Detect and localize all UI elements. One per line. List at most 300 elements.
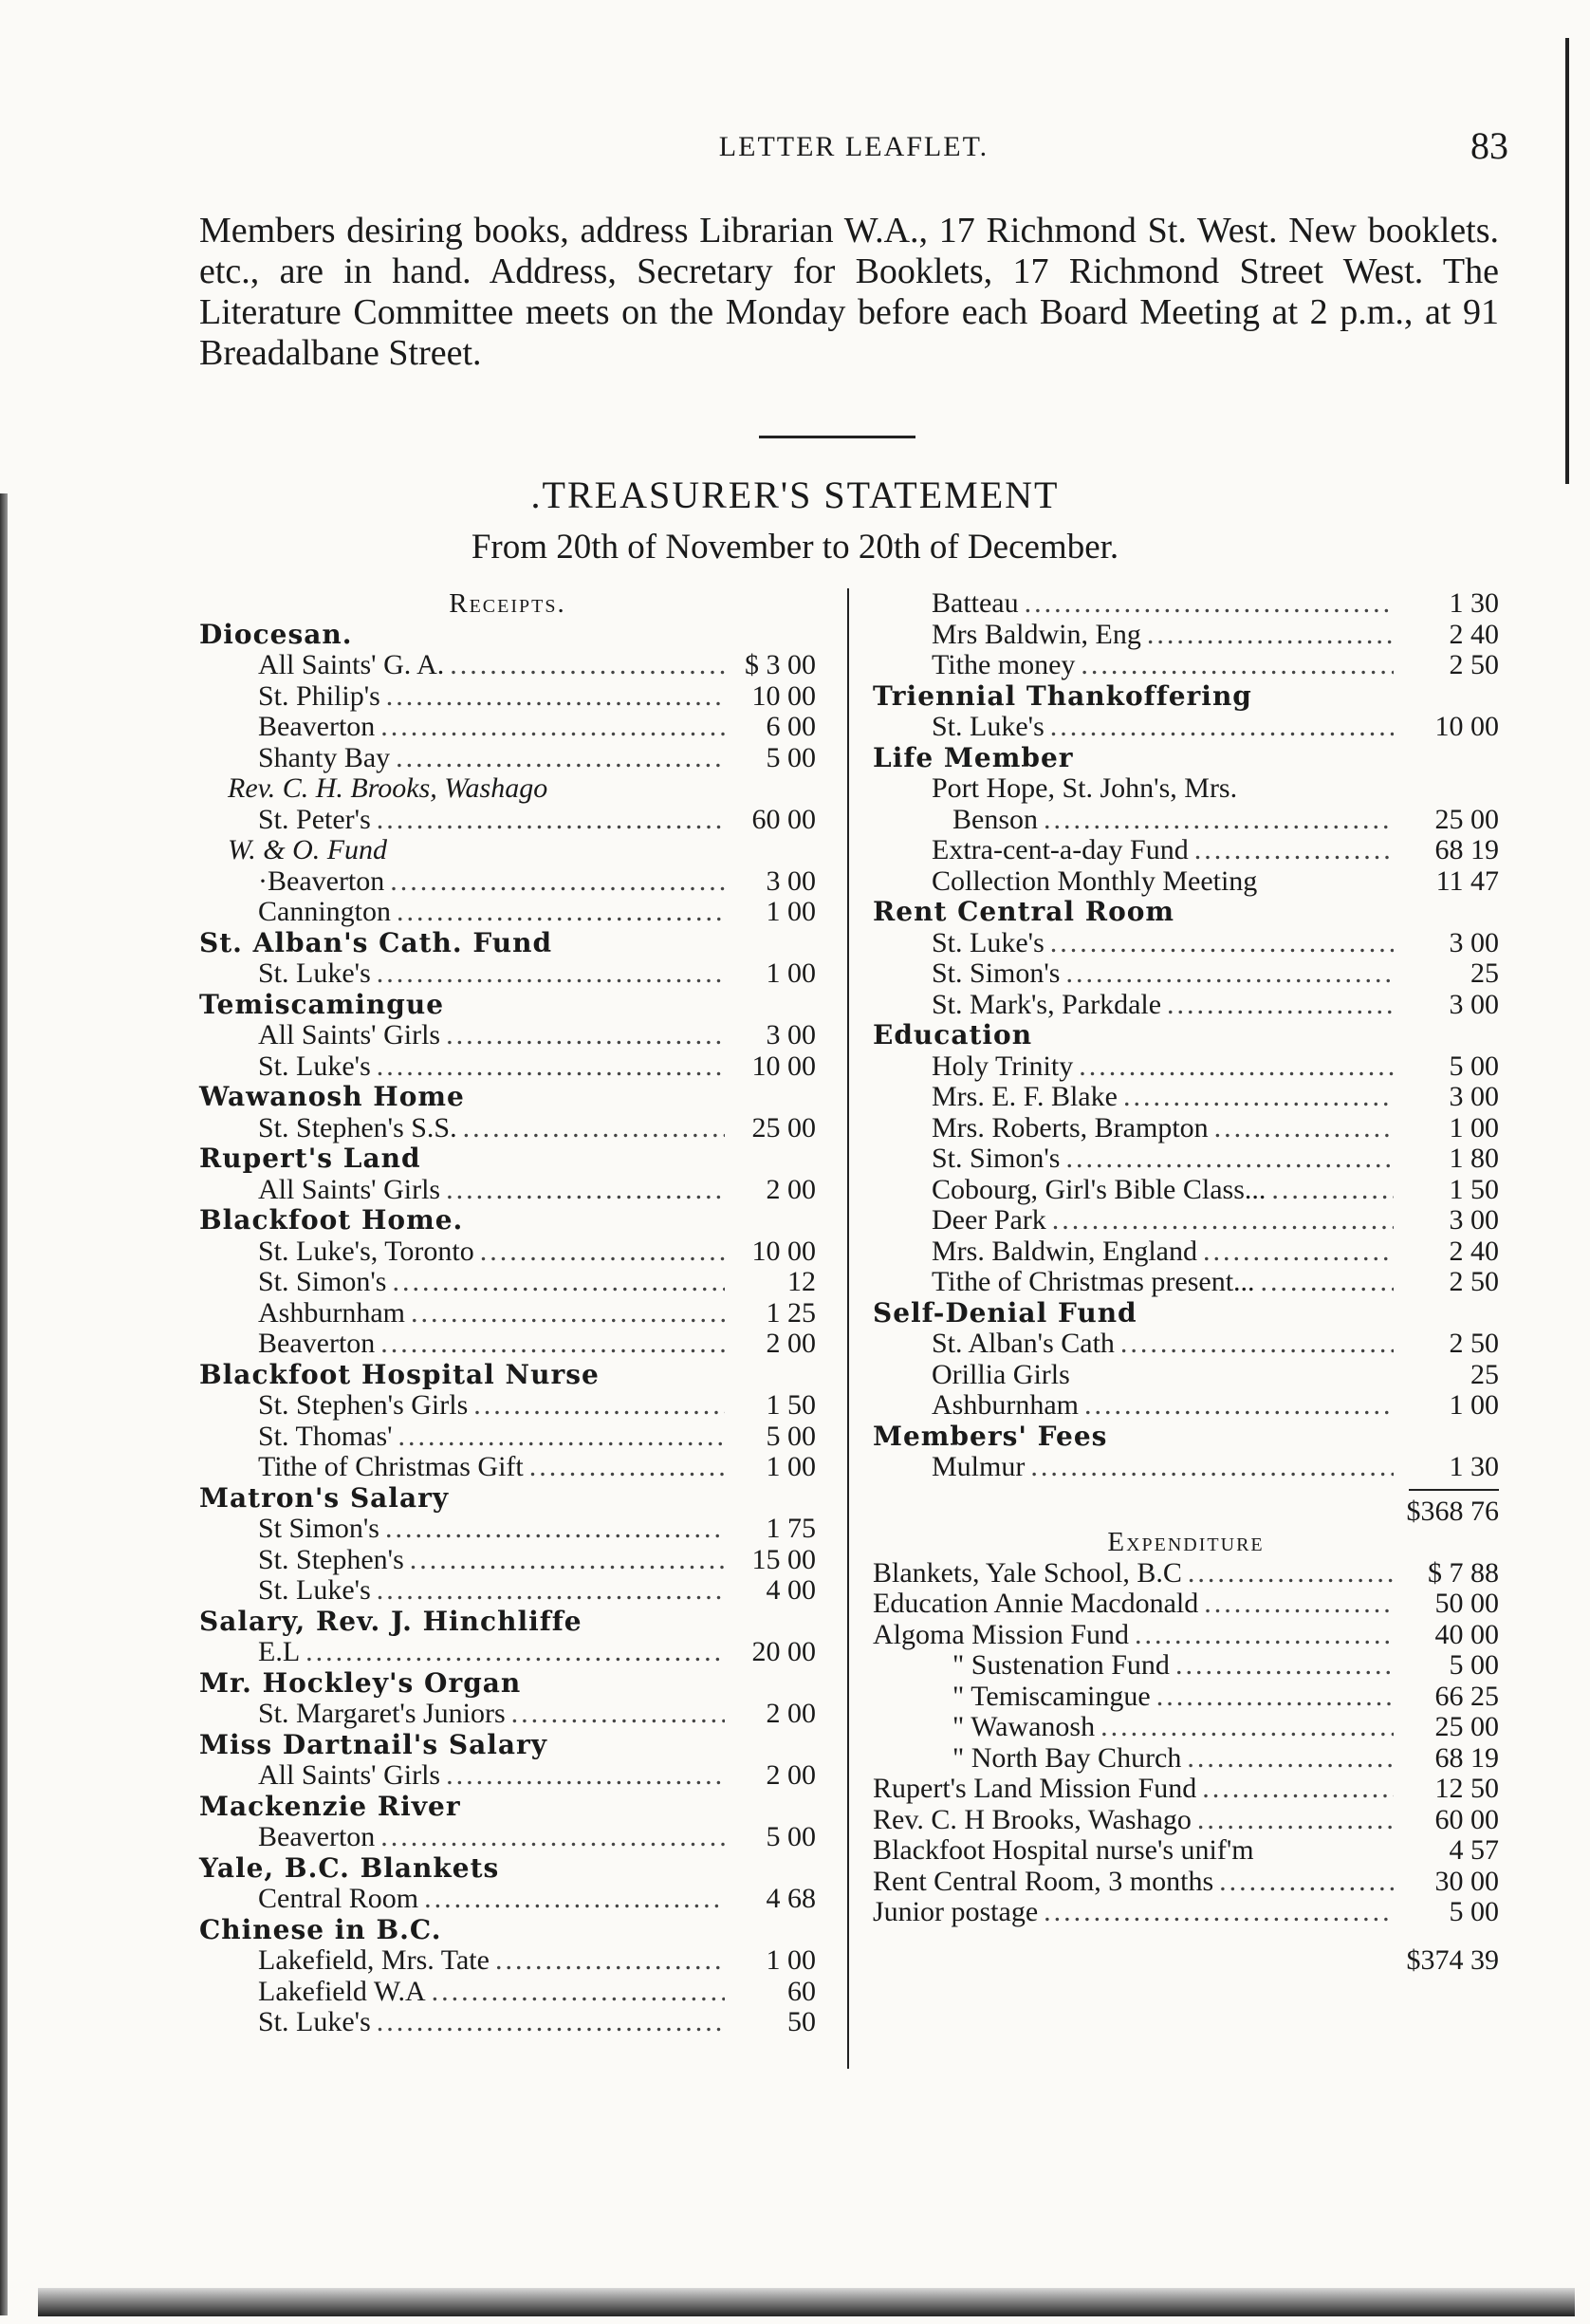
leader-dots bbox=[473, 1390, 725, 1422]
ledger-amount: 3 00 bbox=[1449, 988, 1499, 1020]
ledger-amount: 1 00 bbox=[766, 896, 816, 927]
ledger-row bbox=[873, 1805, 1499, 1836]
ledger-row bbox=[873, 1051, 1499, 1083]
section-label: Life Member bbox=[873, 741, 1074, 773]
column-heading-label: Expenditure bbox=[1107, 1527, 1265, 1557]
section-label: Education bbox=[873, 1019, 1033, 1050]
ledger-amount: 66 25 bbox=[1434, 1680, 1499, 1712]
leader-dots bbox=[446, 1175, 725, 1206]
section-label: St. Alban's Cath. Fund bbox=[199, 926, 553, 958]
ledger-label: Mrs. Baldwin, England bbox=[932, 1235, 1197, 1267]
leader-dots bbox=[1025, 588, 1394, 620]
section-label: Members' Fees bbox=[873, 1420, 1108, 1452]
spacer bbox=[873, 1928, 1499, 1945]
section-heading bbox=[199, 1607, 816, 1638]
section-label: Miss Dartnail's Salary bbox=[199, 1728, 548, 1760]
leader-dots bbox=[377, 958, 725, 990]
leader-dots bbox=[1203, 1236, 1394, 1268]
ledger-row bbox=[199, 1514, 816, 1545]
ledger-label: Beaverton bbox=[258, 1328, 376, 1359]
ledger-label: Tithe of Christmas present... bbox=[932, 1266, 1255, 1297]
ledger-amount: 1 00 bbox=[766, 957, 816, 989]
ledger-row bbox=[199, 1977, 816, 2008]
ledger-row bbox=[199, 1390, 816, 1422]
ledger-amount: 60 00 bbox=[751, 803, 816, 835]
ledger-row bbox=[199, 1545, 816, 1576]
leader-dots bbox=[390, 866, 725, 898]
ledger-label: Mrs. E. F. Blake bbox=[932, 1081, 1118, 1112]
leader-dots bbox=[397, 897, 725, 928]
ledger-label: Collection Monthly Meeting bbox=[932, 865, 1258, 897]
section-heading bbox=[199, 1853, 816, 1885]
ledger-label: Blankets, Yale School, B.C bbox=[873, 1556, 1182, 1589]
ledger-amount: 5 00 bbox=[766, 741, 816, 773]
ledger-row bbox=[199, 681, 816, 713]
leader-dots bbox=[1197, 1805, 1394, 1836]
column-heading bbox=[873, 1527, 1499, 1558]
ledger-label: Lakefield W.A bbox=[258, 1975, 426, 2007]
ledger-amount: $ 3 00 bbox=[745, 649, 816, 680]
ledger-row bbox=[873, 1082, 1499, 1113]
leader-dots bbox=[529, 1452, 725, 1483]
ledger-amount: 25 bbox=[1470, 1358, 1499, 1390]
ledger-label: Rent Central Room, 3 months bbox=[873, 1865, 1214, 1897]
leader-dots bbox=[1188, 1558, 1394, 1590]
ledger-amount: 4 00 bbox=[766, 1574, 816, 1606]
section-label: Yale, B.C. Blankets bbox=[199, 1851, 500, 1884]
ledger-amount: 2 00 bbox=[766, 1759, 816, 1791]
leader-dots bbox=[1261, 1267, 1394, 1298]
ledger-row bbox=[199, 1051, 816, 1083]
section-label: Diocesan. bbox=[199, 618, 353, 650]
total-amount: $374 39 bbox=[1406, 1943, 1499, 1976]
leader-dots bbox=[392, 1267, 725, 1298]
section-label: Salary, Rev. J. Hinchliffe bbox=[199, 1605, 582, 1637]
ledger-amount: 1 50 bbox=[766, 1389, 816, 1421]
leader-dots bbox=[446, 1020, 725, 1051]
page-header bbox=[199, 124, 1508, 178]
section-heading bbox=[199, 1792, 816, 1823]
ledger-row bbox=[873, 958, 1499, 990]
section-label: Mackenzie River bbox=[199, 1790, 461, 1822]
ledger-amount: 10 00 bbox=[1434, 711, 1499, 742]
ledger-row bbox=[199, 1637, 816, 1668]
leader-dots bbox=[377, 2007, 725, 2038]
ledger-row bbox=[199, 1822, 816, 1853]
ledger-row bbox=[199, 1884, 816, 1915]
section-label: Temiscamingue bbox=[199, 988, 445, 1020]
leader-dots bbox=[396, 743, 725, 774]
page-edge-left bbox=[0, 493, 8, 2315]
ledger-row bbox=[873, 1143, 1499, 1175]
ledger-amount: 2 40 bbox=[1449, 1235, 1499, 1267]
ledger-label: All Saints' Girls bbox=[258, 1759, 441, 1791]
ledger-row bbox=[873, 1682, 1499, 1713]
ledger-amount: 60 00 bbox=[1434, 1803, 1499, 1835]
leader-dots bbox=[1219, 1867, 1394, 1898]
section-heading bbox=[873, 1422, 1499, 1453]
ledger-row bbox=[873, 1205, 1499, 1236]
ledger-amount: 1 00 bbox=[1449, 1111, 1499, 1143]
ledger-label: W. & O. Fund bbox=[228, 834, 388, 865]
leader-dots bbox=[380, 712, 725, 743]
ledger-row bbox=[199, 773, 816, 805]
leader-dots bbox=[398, 1422, 725, 1453]
ledger-label: Tithe of Christmas Gift bbox=[258, 1451, 524, 1482]
ledger-label: All Saints' Girls bbox=[258, 1173, 441, 1205]
page-edge-bottom bbox=[38, 2288, 1575, 2316]
leader-dots bbox=[1065, 958, 1394, 990]
ledger-label: St. Alban's Cath bbox=[932, 1328, 1115, 1359]
ledger-amount: 25 00 bbox=[1434, 803, 1499, 835]
ledger-amount: 40 00 bbox=[1434, 1618, 1499, 1650]
ledger-amount: 68 19 bbox=[1434, 1741, 1499, 1774]
ledger-row bbox=[199, 1113, 816, 1144]
total-rule bbox=[1409, 1489, 1499, 1491]
ledger-amount: 1 50 bbox=[1449, 1173, 1499, 1205]
section-heading bbox=[199, 1143, 816, 1175]
section-label: Triennial Thankoffering bbox=[873, 679, 1252, 712]
ledger-row bbox=[873, 805, 1499, 836]
ledger-amount: 30 00 bbox=[1434, 1865, 1499, 1897]
section-label: Matron's Salary bbox=[199, 1481, 450, 1514]
leader-dots bbox=[1081, 650, 1394, 681]
leader-dots bbox=[377, 805, 725, 836]
ledger-label: St. Luke's bbox=[932, 711, 1045, 742]
ledger-row bbox=[873, 620, 1499, 651]
section-heading bbox=[199, 1082, 816, 1113]
section-divider bbox=[759, 436, 915, 438]
ledger-label: St. Luke's bbox=[258, 957, 371, 989]
ledger-amount: 10 00 bbox=[751, 1235, 816, 1267]
ledger-amount: 2 00 bbox=[766, 1328, 816, 1359]
leader-dots bbox=[1065, 1143, 1394, 1175]
ledger-amount: 5 00 bbox=[1449, 1050, 1499, 1082]
leader-dots bbox=[1156, 1682, 1394, 1713]
ledger-label: St. Philip's bbox=[258, 679, 380, 712]
section-label: Mr. Hockley's Organ bbox=[199, 1666, 522, 1699]
ledger-row bbox=[873, 1390, 1499, 1422]
leader-dots bbox=[1123, 1082, 1394, 1113]
ledger-amount: 12 50 bbox=[1434, 1773, 1499, 1804]
ledger-label: St. Peter's bbox=[258, 803, 371, 835]
ledger-row bbox=[873, 990, 1499, 1021]
page-number: 83 bbox=[1470, 124, 1508, 167]
section-label: Rupert's Land bbox=[199, 1143, 421, 1174]
ledger-row bbox=[873, 1835, 1499, 1867]
section-heading bbox=[199, 928, 816, 959]
ledger-row bbox=[199, 1020, 816, 1051]
ledger-label: Mrs Baldwin, Eng bbox=[932, 618, 1141, 650]
ledger-row bbox=[873, 1589, 1499, 1620]
leader-dots bbox=[480, 1236, 725, 1268]
ledger-label: St. Mark's, Parkdale bbox=[932, 988, 1162, 1020]
ledger-label: Rev. C. H Brooks, Washago bbox=[873, 1803, 1192, 1835]
ledger-row bbox=[199, 1699, 816, 1730]
page-edge-right bbox=[1565, 38, 1569, 484]
ledger-label: E.L bbox=[258, 1636, 301, 1667]
ledger-row bbox=[873, 1236, 1499, 1268]
ledger-row bbox=[873, 1558, 1499, 1590]
ledger-row bbox=[873, 1897, 1499, 1928]
leader-dots bbox=[305, 1637, 725, 1668]
total-amount: $368 76 bbox=[1406, 1495, 1499, 1527]
leader-dots bbox=[377, 1051, 725, 1083]
leader-dots bbox=[450, 650, 725, 681]
ledger-label: " Sustenation Fund bbox=[952, 1649, 1170, 1681]
ledger-amount: 60 bbox=[787, 1975, 816, 2007]
leader-dots bbox=[1187, 1743, 1394, 1775]
ledger-label: St Simon's bbox=[258, 1513, 379, 1544]
ledger-label: Algoma Mission Fund bbox=[873, 1618, 1130, 1650]
ledger-row bbox=[199, 897, 816, 928]
section-label: Self-Denial Fund bbox=[873, 1296, 1137, 1329]
ledger-row bbox=[199, 2007, 816, 2038]
ledger-amount: 1 75 bbox=[766, 1513, 816, 1544]
section-heading bbox=[199, 1205, 816, 1236]
ledger-amount: 2 50 bbox=[1449, 1328, 1499, 1359]
ledger-amount: $ 7 88 bbox=[1428, 1556, 1499, 1589]
leader-dots bbox=[1084, 1390, 1394, 1422]
receipts-column-right bbox=[873, 588, 1499, 1976]
leader-dots bbox=[1194, 835, 1394, 866]
column-heading-label: Receipts. bbox=[449, 588, 566, 619]
section-label: Rent Central Room bbox=[873, 896, 1175, 927]
section-label: Blackfoot Hospital Nurse bbox=[199, 1358, 600, 1390]
ledger-label: St. Simon's bbox=[258, 1266, 387, 1297]
ledger-amount: 12 bbox=[787, 1266, 816, 1297]
ledger-label: Blackfoot Hospital nurse's unif'm bbox=[873, 1834, 1254, 1866]
ledger-label: Rupert's Land Mission Fund bbox=[873, 1773, 1197, 1804]
ledger-amount: 1 80 bbox=[1449, 1143, 1499, 1174]
ledger-label: Orillia Girls bbox=[932, 1358, 1070, 1390]
ledger-row bbox=[873, 588, 1499, 620]
ledger-row bbox=[873, 1113, 1499, 1144]
leader-dots bbox=[446, 1760, 725, 1792]
ledger-amount: 3 00 bbox=[766, 1019, 816, 1050]
ledger-row bbox=[873, 712, 1499, 743]
ledger-amount: 2 40 bbox=[1449, 618, 1499, 650]
ledger-label: Mulmur bbox=[932, 1451, 1026, 1482]
ledger-label: Deer Park bbox=[932, 1204, 1046, 1236]
ledger-label: St. Thomas' bbox=[258, 1420, 393, 1452]
ledger-row bbox=[873, 1175, 1499, 1206]
ledger-label: " Temiscamingue bbox=[952, 1680, 1151, 1712]
section-heading bbox=[873, 1020, 1499, 1051]
section-label: Wawanosh Home bbox=[199, 1081, 465, 1112]
ledger-label: St. Luke's, Toronto bbox=[258, 1235, 474, 1267]
ledger-row bbox=[199, 1298, 816, 1329]
ledger-row bbox=[873, 1650, 1499, 1682]
ledger-label: Rev. C. H. Brooks, Washago bbox=[228, 772, 548, 804]
ledger-row bbox=[873, 1329, 1499, 1360]
ledger-row bbox=[199, 1267, 816, 1298]
ledger-row bbox=[199, 1236, 816, 1268]
ledger-amount: 3 00 bbox=[1449, 926, 1499, 958]
leader-dots bbox=[1030, 1452, 1394, 1483]
ledger-amount: 1 30 bbox=[1449, 587, 1499, 619]
ledger-label: Beaverton bbox=[258, 711, 376, 742]
ledger-row bbox=[199, 1575, 816, 1607]
ledger-label: St. Luke's bbox=[258, 1574, 371, 1606]
ledger-amount: 5 00 bbox=[1449, 1649, 1499, 1681]
leader-dots bbox=[432, 1977, 725, 2008]
ledger-label: Ashburnham bbox=[932, 1389, 1079, 1421]
ledger-amount: 1 00 bbox=[766, 1944, 816, 1976]
ledger-label: St. Stephen's bbox=[258, 1543, 404, 1575]
ledger-row bbox=[199, 712, 816, 743]
ledger-label: St. Luke's bbox=[258, 2006, 371, 2037]
ledger-amount: 2 00 bbox=[766, 1698, 816, 1729]
leader-dots bbox=[1120, 1329, 1394, 1360]
ledger-label: Cannington bbox=[258, 896, 391, 927]
leader-dots bbox=[1079, 1051, 1394, 1083]
ledger-row bbox=[199, 958, 816, 990]
ledger-amount: 1 00 bbox=[1449, 1389, 1499, 1421]
ledger-amount: 1 30 bbox=[1449, 1451, 1499, 1482]
ledger-label: Port Hope, St. John's, Mrs. bbox=[932, 772, 1238, 804]
ledger-label: Education Annie Macdonald bbox=[873, 1588, 1199, 1619]
leader-dots bbox=[1214, 1113, 1394, 1144]
ledger-row bbox=[873, 835, 1499, 866]
leader-dots bbox=[386, 681, 725, 713]
ledger-label: St. Luke's bbox=[258, 1050, 371, 1082]
ledger-label: Central Room bbox=[258, 1883, 419, 1914]
ledger-amount: 3 00 bbox=[1449, 1081, 1499, 1112]
ledger-amount: 3 00 bbox=[1449, 1204, 1499, 1236]
ledger-amount: 25 00 bbox=[1434, 1711, 1499, 1742]
leader-dots bbox=[1167, 990, 1394, 1021]
ledger-row bbox=[873, 1743, 1499, 1775]
receipts-column-left bbox=[199, 588, 816, 2038]
total-row bbox=[873, 1497, 1499, 1528]
ledger-label: Benson bbox=[952, 803, 1038, 835]
ledger-label: St. Stephen's S.S. bbox=[258, 1111, 457, 1143]
leader-dots bbox=[1050, 712, 1394, 743]
leader-dots bbox=[380, 1822, 725, 1853]
intro-paragraph: Members desiring books, address Librarian W.A., 17 Richmond St. West. New booklets. etc., are in hand. Address, Secretary for Booklets, 17 Richmond Street West. The Literature Committee meets on the Monday before each Board Meeting at 2 p.m., at 91 Breadalbane Street. bbox=[199, 211, 1499, 373]
leader-dots bbox=[1050, 928, 1394, 959]
leader-dots bbox=[463, 1113, 725, 1144]
ledger-label: Ashburnham bbox=[258, 1296, 405, 1329]
ledger-label: St. Simon's bbox=[932, 1143, 1061, 1174]
ledger-label: " North Bay Church bbox=[952, 1741, 1182, 1774]
ledger-amount: 3 00 bbox=[766, 865, 816, 897]
ledger-row bbox=[199, 743, 816, 774]
leader-dots bbox=[1044, 805, 1394, 836]
section-heading bbox=[199, 1483, 816, 1515]
leader-dots bbox=[380, 1329, 725, 1360]
leader-dots bbox=[1100, 1712, 1394, 1743]
ledger-row bbox=[199, 835, 816, 866]
column-heading bbox=[199, 588, 816, 620]
ledger-amount: 50 00 bbox=[1434, 1588, 1499, 1619]
leader-dots bbox=[1135, 1620, 1394, 1651]
leader-dots bbox=[410, 1545, 725, 1576]
ledger-label: Junior postage bbox=[873, 1896, 1039, 1927]
leader-dots bbox=[424, 1884, 725, 1915]
ledger-row bbox=[199, 1945, 816, 1977]
total-row bbox=[873, 1945, 1499, 1977]
ledger-amount: 2 50 bbox=[1449, 649, 1499, 680]
leader-dots bbox=[411, 1298, 725, 1329]
ledger-amount: 11 47 bbox=[1435, 865, 1499, 897]
ledger-label: Holy Trinity bbox=[932, 1050, 1074, 1082]
leader-dots bbox=[1271, 1175, 1394, 1206]
ledger-label: All Saints' Girls bbox=[258, 1019, 441, 1050]
ledger-row bbox=[873, 1452, 1499, 1483]
ledger-label: " Wawanosh bbox=[952, 1711, 1096, 1742]
ledger-amount: 6 00 bbox=[766, 711, 816, 742]
ledger-row bbox=[199, 1329, 816, 1360]
section-heading bbox=[873, 897, 1499, 928]
section-heading bbox=[199, 1915, 816, 1946]
leader-dots bbox=[511, 1699, 725, 1730]
section-label: Chinese in B.C. bbox=[199, 1913, 442, 1945]
ledger-amount: 2 00 bbox=[766, 1173, 816, 1205]
leader-dots bbox=[1044, 1897, 1394, 1928]
ledger-row bbox=[199, 1452, 816, 1483]
ledger-label: Lakefield, Mrs. Tate bbox=[258, 1944, 490, 1976]
ledger-amount: 4 57 bbox=[1449, 1834, 1499, 1866]
ledger-label: St. Simon's bbox=[932, 957, 1061, 989]
ledger-row bbox=[873, 928, 1499, 959]
ledger-label: Extra-cent-a-day Fund bbox=[932, 834, 1189, 865]
ledger-label: Cobourg, Girl's Bible Class... bbox=[932, 1173, 1266, 1205]
ledger-label: All Saints' G. A. bbox=[258, 649, 445, 680]
ledger-row bbox=[873, 1360, 1499, 1391]
ledger-label: St. Stephen's Girls bbox=[258, 1389, 469, 1421]
ledger-amount: 10 00 bbox=[751, 679, 816, 712]
ledger-row bbox=[873, 1712, 1499, 1743]
ledger-amount: 1 00 bbox=[766, 1451, 816, 1482]
ledger-row bbox=[873, 650, 1499, 681]
section-heading bbox=[199, 1668, 816, 1700]
section-heading bbox=[873, 743, 1499, 774]
ledger-row bbox=[199, 1760, 816, 1792]
ledger-row bbox=[199, 866, 816, 898]
ledger-label: St. Luke's bbox=[932, 926, 1045, 958]
ledger-amount: 2 50 bbox=[1449, 1266, 1499, 1297]
statement-title: .TREASURER'S STATEMENT bbox=[530, 474, 1060, 516]
running-head: LETTER LEAFLET. bbox=[718, 131, 989, 162]
ledger-row bbox=[199, 1175, 816, 1206]
section-heading bbox=[199, 1360, 816, 1391]
ledger-amount: 4 68 bbox=[766, 1883, 816, 1914]
section-label: Blackfoot Home. bbox=[199, 1204, 464, 1236]
ledger-label: Batteau bbox=[932, 587, 1019, 619]
ledger-label: Tithe money bbox=[932, 649, 1076, 680]
ledger-amount: 5 00 bbox=[1449, 1896, 1499, 1927]
section-heading bbox=[199, 990, 816, 1021]
ledger-row bbox=[873, 1267, 1499, 1298]
ledger-label: ·Beaverton bbox=[258, 865, 385, 897]
ledger-amount: 10 00 bbox=[751, 1050, 816, 1082]
column-divider bbox=[847, 588, 849, 2069]
leader-dots bbox=[385, 1514, 725, 1545]
ledger-amount: 68 19 bbox=[1434, 834, 1499, 865]
ledger-amount: 1 25 bbox=[766, 1296, 816, 1329]
ledger-label: Mrs. Roberts, Brampton bbox=[932, 1111, 1209, 1143]
statement-subtitle: From 20th of November to 20th of December. bbox=[471, 528, 1119, 567]
section-heading bbox=[199, 620, 816, 651]
ledger-row bbox=[873, 773, 1499, 805]
ledger-amount: 25 00 bbox=[751, 1111, 816, 1143]
section-heading bbox=[873, 1298, 1499, 1329]
ledger-row bbox=[873, 866, 1499, 898]
section-heading bbox=[873, 681, 1499, 713]
ledger-label: St. Margaret's Juniors bbox=[258, 1698, 506, 1729]
